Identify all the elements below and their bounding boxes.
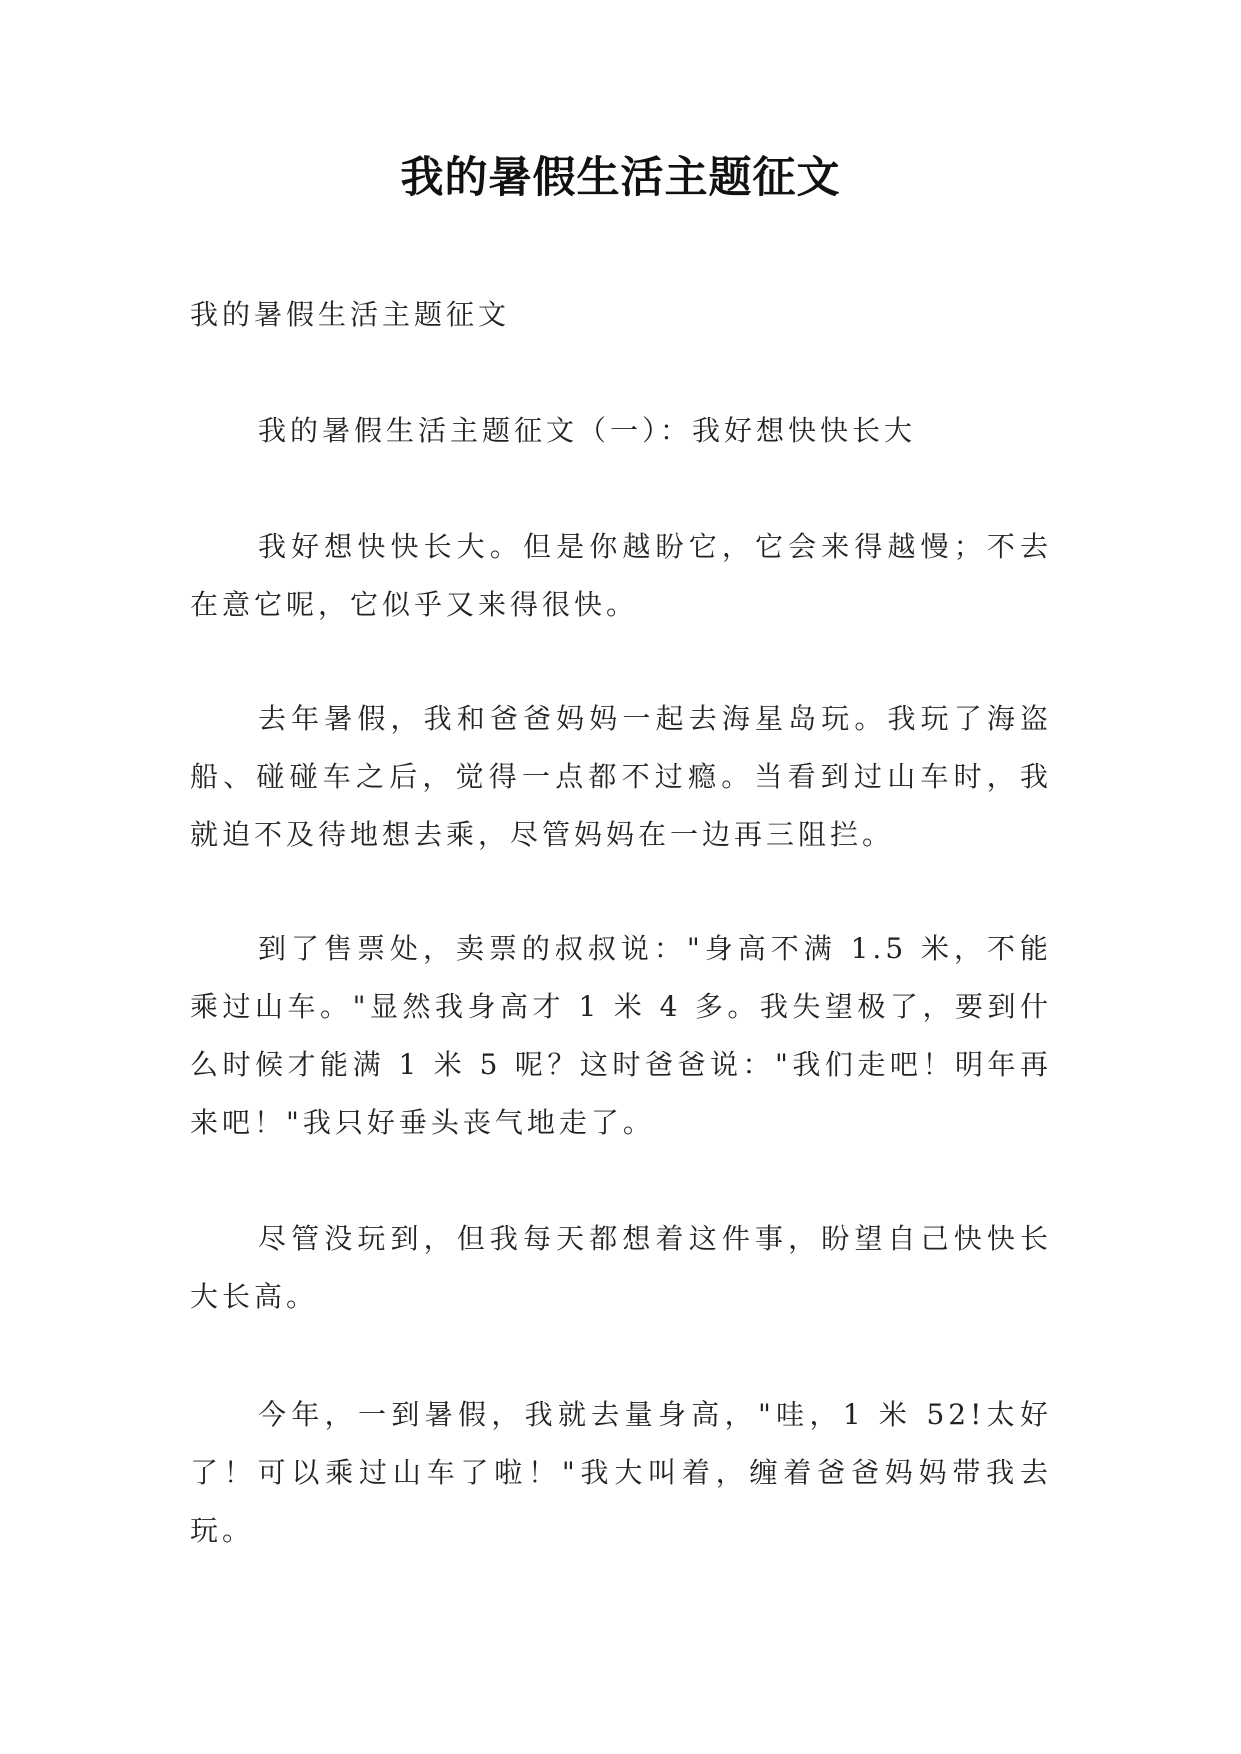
- document-title: 我的暑假生活主题征文: [400, 153, 841, 203]
- paragraph-2: 去年暑假，我和爸爸妈妈一起去海星岛玩。我玩了海盗船、碰碰车之后，觉得一点都不过瘾。当看到过山车时，我就迫不及待地想去乘，尽管妈妈在一边再三阻拦。: [190, 702, 1052, 851]
- paragraph-3: 到了售票处，卖票的叔叔说："身高不满 1.5 米，不能乘过山车。"显然我身高才 1 米 4 多。我失望极了，要到什么时候才能满 1 米 5 呢？这时爸爸说："我们走吧！明年再来吧！"我只好垂头丧气地走了。: [190, 932, 1052, 1139]
- paragraph-5: 今年，一到暑假，我就去量身高，"哇，1 米 52!太好了！可以乘过山车了啦！"我大叫着，缠着爸爸妈妈带我去玩。: [190, 1398, 1052, 1547]
- document-subtitle: 我的暑假生活主题征文: [190, 298, 511, 331]
- paragraph-1: 我好想快快长大。但是你越盼它，它会来得越慢；不去在意它呢，它似乎又来得很快。: [190, 530, 1052, 621]
- paragraph-4: 尽管没玩到，但我每天都想着这件事，盼望自己快快长大长高。: [190, 1222, 1052, 1313]
- section-heading: 我的暑假生活主题征文（一）：我好想快快长大: [258, 414, 917, 447]
